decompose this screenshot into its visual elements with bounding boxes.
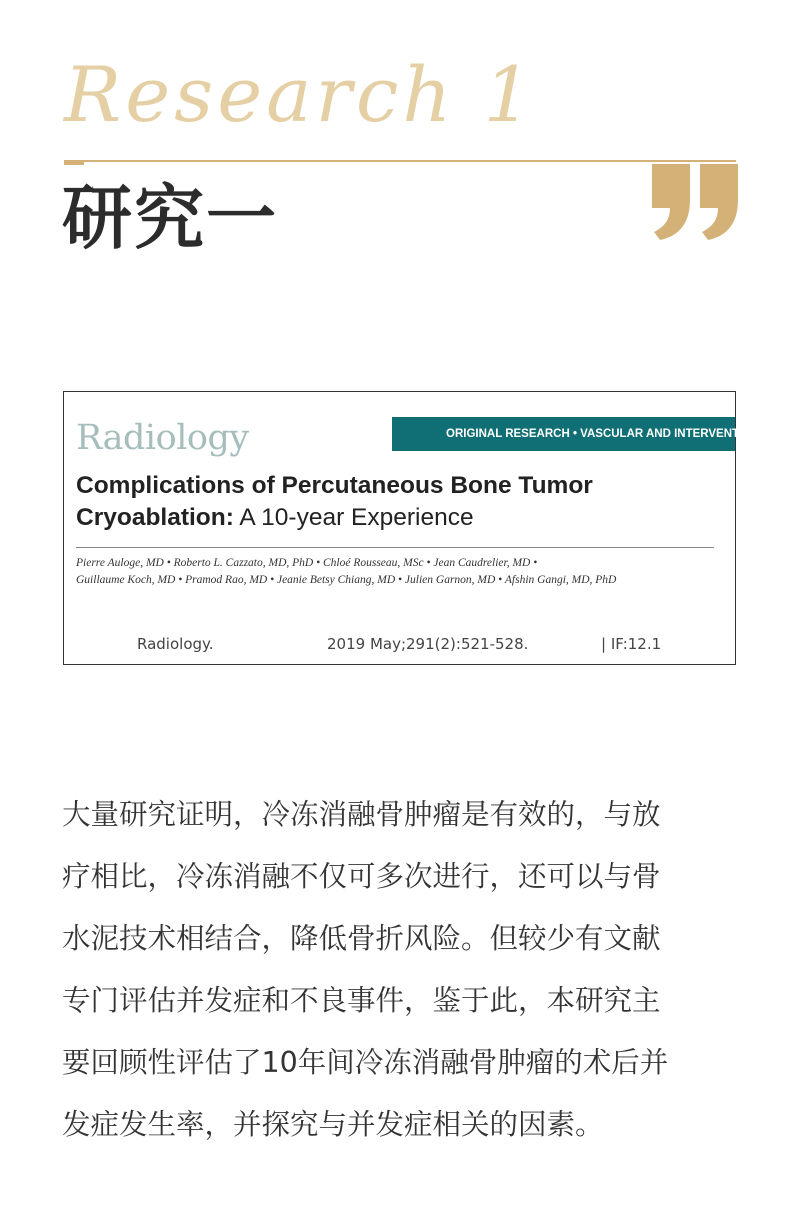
paper-title-lead: Complications of Percutaneous Bone Tumor Cryoablation: [76, 472, 593, 531]
category-band: ORIGINAL RESEARCH • VASCULAR AND INTERVENTIONAL I [392, 417, 735, 451]
body-line: 水泥技术相结合，降低骨折风险。但较少有文献 [62, 922, 661, 955]
gold-divider [64, 160, 736, 162]
body-line: 专门评估并发症和不良事件，鉴于此，本研究主 [62, 984, 661, 1017]
author-line: Pierre Auloge, MD • Roberto L. Cazzato, MD, PhD • Chloé Rousseau, MSc • Jean Caudrelier, MD • [76, 557, 538, 569]
paper-card [63, 391, 781, 665]
journal-logo: Radiology [76, 418, 249, 458]
body-line: 发症发生率，并探究与并发症相关的因素。 [62, 1108, 604, 1141]
section-heading: 研究一 [62, 176, 278, 259]
citation-journal: Radiology. [137, 635, 214, 653]
author-line: Guillaume Koch, MD • Pramod Rao, MD • Jeanie Betsy Chiang, MD • Julien Garnon, MD • Afshin Gangi, MD, PhD [76, 574, 617, 586]
paper-divider [76, 547, 714, 548]
body-line: 大量研究证明，冷冻消融骨肿瘤是有效的，与放 [62, 798, 661, 831]
body-paragraph [62, 784, 752, 1156]
citation-date: 2019 May;291(2):521-528. [327, 635, 529, 653]
paper-title-rest: A 10-year Experience [233, 504, 474, 531]
quote-mark-icon [650, 162, 740, 242]
gold-accent-tab [64, 160, 84, 165]
body-line: 要回顾性评估了10年间冷冻消融骨肿瘤的术后并 [62, 1046, 669, 1079]
script-title: Research 1 [64, 50, 536, 139]
author-list [76, 555, 726, 589]
body-line: 疗相比，冷冻消融不仅可多次进行，还可以与骨 [62, 860, 661, 893]
paper-title [76, 470, 726, 534]
impact-factor: | IF:12.1 [601, 635, 662, 653]
